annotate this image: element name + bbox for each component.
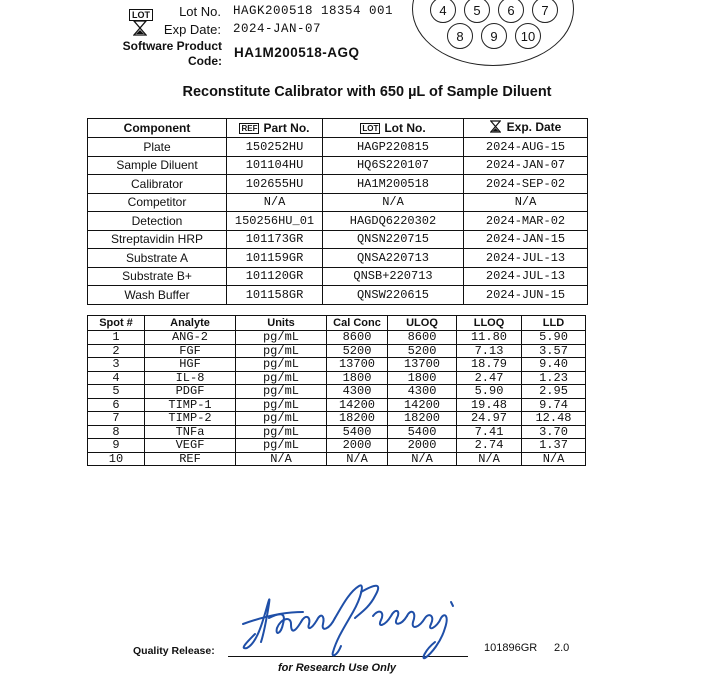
- component-name: Substrate B+: [88, 267, 227, 286]
- spot-uloq: 14200: [388, 398, 457, 412]
- col-units: Units: [236, 316, 327, 331]
- research-use-note: for Research Use Only: [278, 662, 396, 674]
- spot-lld: 9.74: [522, 398, 586, 412]
- col-component: Component: [88, 119, 227, 138]
- component-row: [88, 175, 588, 194]
- component-part-no: 101104HU: [227, 156, 323, 175]
- component-exp-date: N/A: [464, 193, 588, 212]
- spot-lloq: N/A: [457, 452, 522, 466]
- spot-cal-conc: 5200: [327, 344, 388, 358]
- spot-map-5: 5: [464, 0, 490, 23]
- component-name: Substrate A: [88, 249, 227, 268]
- spot-cal-conc: 2000: [327, 439, 388, 453]
- spot-map-7: 7: [532, 0, 558, 23]
- component-lot-no: QNSN220715: [323, 230, 464, 249]
- spot-number: 4: [88, 371, 145, 385]
- spot-lld: 9.40: [522, 358, 586, 372]
- spot-analyte: TIMP-2: [145, 412, 236, 426]
- hourglass-icon: [490, 120, 501, 136]
- spot-uloq: 13700: [388, 358, 457, 372]
- spot-row: [88, 344, 586, 358]
- spot-map-4: 4: [430, 0, 456, 23]
- exp-value: 2024-JAN-07: [233, 22, 322, 36]
- spot-row: [88, 385, 586, 399]
- product-label: Software Product Code:: [122, 39, 222, 68]
- component-row: [88, 193, 588, 212]
- spot-number: 7: [88, 412, 145, 426]
- spot-units: N/A: [236, 452, 327, 466]
- spot-row: [88, 439, 586, 453]
- components-header-row: [88, 119, 588, 138]
- col-spot: Spot #: [88, 316, 145, 331]
- spot-lloq: 24.97: [457, 412, 522, 426]
- spot-number: 9: [88, 439, 145, 453]
- spot-lld: 3.70: [522, 425, 586, 439]
- spot-cal-conc: 1800: [327, 371, 388, 385]
- spot-lld: 1.23: [522, 371, 586, 385]
- doc-version: 2.0: [554, 642, 570, 654]
- spot-uloq: 18200: [388, 412, 457, 426]
- spot-units: pg/mL: [236, 439, 327, 453]
- spot-row: [88, 425, 586, 439]
- spot-lloq: 18.79: [457, 358, 522, 372]
- component-lot-no: HA1M200518: [323, 175, 464, 194]
- spot-lloq: 2.47: [457, 371, 522, 385]
- spot-lld: 5.90: [522, 331, 586, 345]
- spot-units: pg/mL: [236, 412, 327, 426]
- component-row: [88, 286, 588, 305]
- spot-number: 5: [88, 385, 145, 399]
- component-lot-no: QNSW220615: [323, 286, 464, 305]
- spot-row: [88, 358, 586, 372]
- spot-analyte: VEGF: [145, 439, 236, 453]
- spot-row: [88, 452, 586, 466]
- component-part-no: 101173GR: [227, 230, 323, 249]
- col-exp-date: Exp. Date: [464, 119, 588, 138]
- spot-map-6: 6: [498, 0, 524, 23]
- spot-number: 1: [88, 331, 145, 345]
- doc-code: 101896GR: [484, 642, 538, 654]
- spot-map-8: 8: [447, 23, 473, 49]
- spot-analyte: ANG-2: [145, 331, 236, 345]
- spot-analyte: TNFa: [145, 425, 236, 439]
- signature-image: [225, 572, 485, 664]
- spot-uloq: 5400: [388, 425, 457, 439]
- spot-lloq: 2.74: [457, 439, 522, 453]
- spot-row: [88, 371, 586, 385]
- spot-cal-conc: 14200: [327, 398, 388, 412]
- spot-uloq: 1800: [388, 371, 457, 385]
- component-name: Streptavidin HRP: [88, 230, 227, 249]
- lot-icon: LOT: [362, 124, 379, 134]
- components-table: [87, 118, 588, 305]
- spot-analyte: TIMP-1: [145, 398, 236, 412]
- col-lld: LLD: [522, 316, 586, 331]
- component-row: [88, 138, 588, 157]
- spot-uloq: 5200: [388, 344, 457, 358]
- exp-label: Exp Date:: [163, 22, 221, 37]
- component-row: [88, 267, 588, 286]
- spot-number: 8: [88, 425, 145, 439]
- spot-lloq: 11.80: [457, 331, 522, 345]
- spot-analyte: HGF: [145, 358, 236, 372]
- spot-lld: N/A: [522, 452, 586, 466]
- spot-lld: 2.95: [522, 385, 586, 399]
- spot-units: pg/mL: [236, 398, 327, 412]
- spot-cal-conc: 5400: [327, 425, 388, 439]
- component-lot-no: HAGP220815: [323, 138, 464, 157]
- component-lot-no: HQ6S220107: [323, 156, 464, 175]
- spot-analyte: PDGF: [145, 385, 236, 399]
- spots-table: [87, 315, 586, 466]
- component-name: Competitor: [88, 193, 227, 212]
- spot-units: pg/mL: [236, 371, 327, 385]
- component-exp-date: 2024-AUG-15: [464, 138, 588, 157]
- component-part-no: 101159GR: [227, 249, 323, 268]
- spot-cal-conc: 4300: [327, 385, 388, 399]
- spot-analyte: FGF: [145, 344, 236, 358]
- spot-cal-conc: 18200: [327, 412, 388, 426]
- spot-number: 3: [88, 358, 145, 372]
- component-exp-date: 2024-MAR-02: [464, 212, 588, 231]
- spot-lloq: 7.41: [457, 425, 522, 439]
- component-part-no: 150256HU_01: [227, 212, 323, 231]
- col-lot-no: LOT Lot No.: [323, 119, 464, 138]
- spot-row: [88, 331, 586, 345]
- spot-lloq: 19.48: [457, 398, 522, 412]
- spot-row: [88, 412, 586, 426]
- component-exp-date: 2024-JUN-15: [464, 286, 588, 305]
- product-value: HA1M200518-AGQ: [234, 45, 360, 60]
- component-name: Sample Diluent: [88, 156, 227, 175]
- spot-uloq: N/A: [388, 452, 457, 466]
- spot-map-9: 9: [481, 23, 507, 49]
- lot-icon: LOT: [129, 5, 153, 23]
- component-lot-no: QNSB+220713: [323, 267, 464, 286]
- component-exp-date: 2024-JAN-15: [464, 230, 588, 249]
- component-lot-no: HAGDQ6220302: [323, 212, 464, 231]
- spot-units: pg/mL: [236, 331, 327, 345]
- spot-analyte: REF: [145, 452, 236, 466]
- component-exp-date: 2024-JUL-13: [464, 249, 588, 268]
- lot-label: Lot No.: [179, 4, 221, 19]
- instruction: Reconstitute Calibrator with 650 µL of Sample Diluent: [182, 84, 552, 100]
- component-row: [88, 212, 588, 231]
- spot-units: pg/mL: [236, 344, 327, 358]
- spot-number: 2: [88, 344, 145, 358]
- spot-units: pg/mL: [236, 385, 327, 399]
- col-analyte: Analyte: [145, 316, 236, 331]
- spot-uloq: 2000: [388, 439, 457, 453]
- component-lot-no: N/A: [323, 193, 464, 212]
- spot-uloq: 4300: [388, 385, 457, 399]
- component-part-no: 101158GR: [227, 286, 323, 305]
- component-exp-date: 2024-JUL-13: [464, 267, 588, 286]
- spot-number: 6: [88, 398, 145, 412]
- spot-cal-conc: N/A: [327, 452, 388, 466]
- spot-lld: 12.48: [522, 412, 586, 426]
- spot-units: pg/mL: [236, 425, 327, 439]
- spot-row: [88, 398, 586, 412]
- lot-value: HAGK200518 18354 001: [233, 4, 394, 18]
- col-lloq: LLOQ: [457, 316, 522, 331]
- ref-icon: REF: [241, 124, 258, 134]
- spot-lld: 1.37: [522, 439, 586, 453]
- component-row: [88, 156, 588, 175]
- component-lot-no: QNSA220713: [323, 249, 464, 268]
- component-part-no: 102655HU: [227, 175, 323, 194]
- component-part-no: 150252HU: [227, 138, 323, 157]
- spot-lloq: 5.90: [457, 385, 522, 399]
- component-part-no: 101120GR: [227, 267, 323, 286]
- component-exp-date: 2024-JAN-07: [464, 156, 588, 175]
- component-row: [88, 230, 588, 249]
- spot-cal-conc: 8600: [327, 331, 388, 345]
- component-name: Calibrator: [88, 175, 227, 194]
- spots-header-row: [88, 316, 586, 331]
- component-row: [88, 249, 588, 268]
- col-cal-conc: Cal Conc: [327, 316, 388, 331]
- spot-analyte: IL-8: [145, 371, 236, 385]
- spot-number: 10: [88, 452, 145, 466]
- spot-units: pg/mL: [236, 358, 327, 372]
- spot-lloq: 7.13: [457, 344, 522, 358]
- spot-map-10: 10: [515, 23, 541, 49]
- component-exp-date: 2024-SEP-02: [464, 175, 588, 194]
- col-uloq: ULOQ: [388, 316, 457, 331]
- spot-lld: 3.57: [522, 344, 586, 358]
- component-name: Detection: [88, 212, 227, 231]
- spot-uloq: 8600: [388, 331, 457, 345]
- component-name: Wash Buffer: [88, 286, 227, 305]
- component-part-no: N/A: [227, 193, 323, 212]
- col-part-no: REF Part No.: [227, 119, 323, 138]
- component-name: Plate: [88, 138, 227, 157]
- quality-release-label: Quality Release:: [133, 645, 215, 657]
- spot-cal-conc: 13700: [327, 358, 388, 372]
